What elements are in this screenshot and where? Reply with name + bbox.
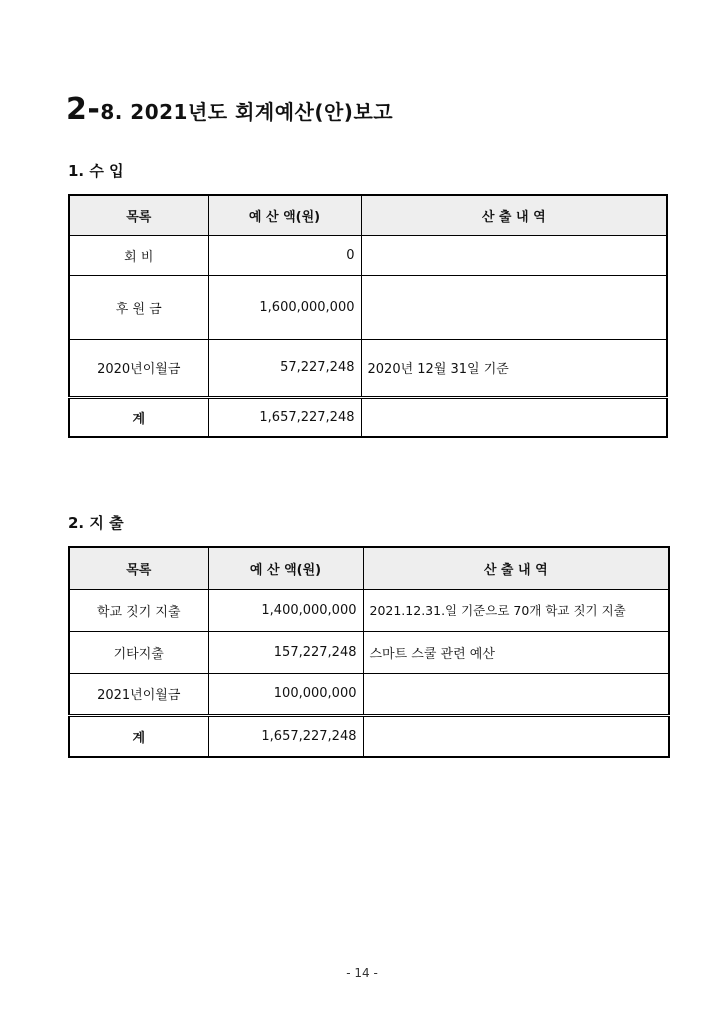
table-row (69, 275, 667, 339)
row-amount: 1,400,000,000 (208, 589, 363, 631)
total-row (69, 715, 669, 757)
page-number: - 14 - (346, 966, 378, 980)
table-header-row (69, 195, 667, 235)
table-row (69, 631, 669, 673)
income-table (68, 194, 668, 438)
row-detail (361, 235, 667, 275)
expense-table (68, 546, 670, 758)
table-row (69, 673, 669, 715)
row-detail (363, 673, 669, 715)
total-amount: 1,657,227,248 (208, 397, 361, 437)
row-item: 기타지출 (69, 631, 208, 673)
title-text: 8. 2021년도 회계예산(안)보고 (100, 100, 394, 124)
total-row (69, 397, 667, 437)
table-row (69, 339, 667, 397)
row-amount: 0 (208, 235, 361, 275)
total-detail (363, 715, 669, 757)
header-detail: 산 출 내 역 (361, 195, 667, 235)
total-detail (361, 397, 667, 437)
total-amount: 1,657,227,248 (208, 715, 363, 757)
row-item: 후 원 금 (69, 275, 208, 339)
header-amount: 예 산 액(원) (208, 547, 363, 589)
total-label: 계 (69, 715, 208, 757)
table-header-row (69, 547, 669, 589)
row-item: 회 비 (69, 235, 208, 275)
row-item: 2020년이월금 (69, 339, 208, 397)
row-amount: 57,227,248 (208, 339, 361, 397)
header-item: 목록 (69, 547, 208, 589)
header-detail: 산 출 내 역 (363, 547, 669, 589)
row-amount: 1,600,000,000 (208, 275, 361, 339)
header-item: 목록 (69, 195, 208, 235)
table-row (69, 235, 667, 275)
income-heading: 1. 수 입 (68, 162, 124, 180)
row-item: 2021년이월금 (69, 673, 208, 715)
table-row (69, 589, 669, 631)
row-item: 학교 짓기 지출 (69, 589, 208, 631)
row-detail: 2020년 12월 31일 기준 (361, 339, 667, 397)
total-label: 계 (69, 397, 208, 437)
header-amount: 예 산 액(원) (208, 195, 361, 235)
row-amount: 100,000,000 (208, 673, 363, 715)
expense-heading: 2. 지 출 (68, 514, 124, 532)
row-amount: 157,227,248 (208, 631, 363, 673)
title-prefix: 2- (66, 92, 101, 127)
row-detail (361, 275, 667, 339)
page-title (66, 92, 393, 127)
row-detail: 2021.12.31.일 기준으로 70개 학교 짓기 지출 (363, 589, 669, 631)
row-detail: 스마트 스쿨 관련 예산 (363, 631, 669, 673)
